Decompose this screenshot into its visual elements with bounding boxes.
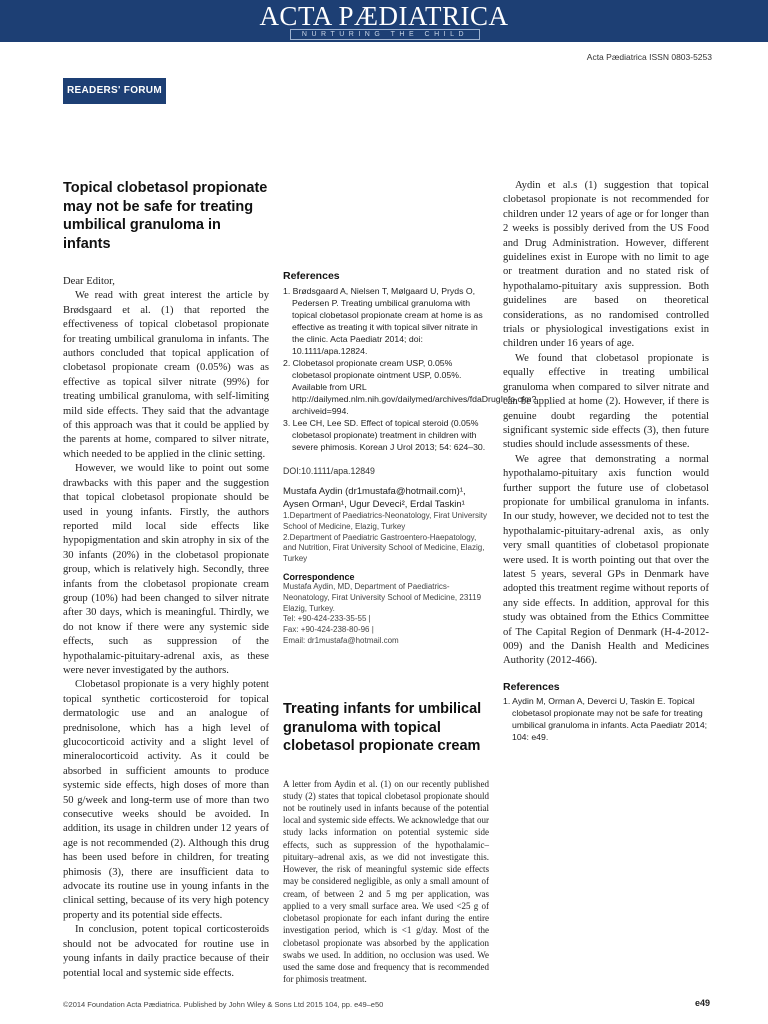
correspondence-line: Mustafa Aydin, MD, Department of Paediatrics-Neonatology, Firat University School of Medicine, 23119 Elazig, Turkey. xyxy=(283,581,482,613)
letter2-references xyxy=(503,695,709,743)
journal-masthead xyxy=(0,0,768,42)
letter2-paragraph: We found that clobetasol propionate is equally effective in treating umbilical granuloma when compared to silver nitrate and can be applied at home (2). However, if there is genuine doubt regarding the potential significant systemic side effects (3), then future studies should include assessments of these. xyxy=(503,352,709,451)
journal-tagline: NURTURING THE CHILD xyxy=(290,29,480,40)
doi: DOI:10.1111/apa.12849 xyxy=(283,466,375,476)
letter2-paragraph: Aydin et al.s (1) suggestion that topical clobetasol propionate is not recommended for children under 12 years of age or for longer than 2 weeks is possibly derived from the US Food and Drug Administration. However, different guidelines exist in Europe with no limit to age or treatment duration and no stated risk of hypothalamo-pituitary axis suppression. Both guidelines are based on theoretical considerations, as no randomised controlled trials or physiological investigations exist in children under 16 years of age. xyxy=(503,180,709,350)
correspondence-line: Email: dr1mustafa@hotmail.com xyxy=(283,635,399,645)
column-3 xyxy=(503,179,709,743)
column-1 xyxy=(63,179,269,981)
letter1-paragraph: We read with great interest the article by Brødsgaard et al. (1) that reported the effectiveness of topical clobetasol propionate for treating umbilical granuloma in infants. The authors concluded that topical application of clobetasol propionate cream (0.05%) was as effective as topical silver nitrate (99%) for treating umbilical granuloma, with self-limiting mild side effects. They said that the advantage of this approach was that it could be applied by the parents at home, compared to silver nitrate, which needed to be applied in the clinic setting. xyxy=(63,290,269,460)
authors: Mustafa Aydin (dr1mustafa@hotmail.com)¹, Aysen Orman¹, Ugur Deveci², Erdal Taskin¹ xyxy=(283,486,466,510)
letter2-title: Treating infants for umbilical granuloma with topical clobetasol propionate cream xyxy=(283,701,482,754)
correspondence-heading: Correspondence xyxy=(283,571,355,582)
correspondence-line: Tel: +90-424-233-35-55 | xyxy=(283,614,371,624)
letter1-paragraph: Clobetasol propionate is a very highly potent topical synthetic corticosteroid for topical dermatologic use and an analogue of prednisolone, which has a high level of glucocorticoid activity and a slight level of mineralocorticoid activity. As it could be absorbed in sufficient amounts to produce systemic side effects, high doses of more than 50 g/week and long-term use of more than two consecutive weeks should be avoided. In addition, its usage in children under 12 years of age is not recommended (2). Although this drug has been used before in children, for treating phimosis (3), there are insufficient data to advocate its routine use in young infants in the clinical setting, because of its very high potency property and its potential side effects. xyxy=(63,679,269,921)
letter1-references-heading: References xyxy=(283,270,340,282)
letter1-body xyxy=(63,275,269,981)
column-2-upper xyxy=(283,270,537,647)
issn-line: Acta Pædiatrica ISSN 0803-5253 xyxy=(586,52,712,62)
letter1-salutation: Dear Editor, xyxy=(63,276,115,287)
affiliation: 1.Department of Paediatrics-Neonatology, Firat University School of Medicine, Elazig, Turkey xyxy=(283,511,487,531)
letter2-paragraph: A letter from Aydin et al. (1) on our recently published study (2) states that topical clobetasol propionate should not be routinely used in infants because of the potential local and systemic side effects. We acknowledge that our study lacks information on potential systemic side effects, such as suppression of the hypothalamic–pituitary–adrenal axis, as we did not investigate this. However, the risk of meaningful systemic side effects may be considered negligible, as only a small amount of cream, of between 2 and 5 mg per application, was applied to a very small surface area. We used <25 g of clobetasol propionate for each infant during the entire investigation period, which is <1 g/day. Most of the clobetasol propionate was absorbed by the application swabs we used. In addition, no occlusion was used. We used the same dose and frequency that is recommended for phimosis treatment. xyxy=(283,778,489,985)
letter1-paragraph: In conclusion, potent topical corticosteroids should not be advocated for routine use in young infants in daily practice because of their potential local and systemic side effects. xyxy=(63,924,269,979)
letter1-title: Topical clobetasol propionate may not be safe for treating umbilical granuloma in infants xyxy=(63,180,268,252)
page-number: e49 xyxy=(694,998,710,1008)
letter2-paragraph: We agree that demonstrating a normal hypothalamo-pituitary axis function would further support the future use of clobetasol propionate for umbilical granuloma in infants. In our study, however, we decided not to test the hypothalamic-pituitary-adrenal axis, as only very small quantities of clobetasol propionate were used. It is worth pointing out that over the latest 5 years, several GPs in Denmark have adopted this treatment regime without reports of any side effects. In addition, approval for this study was obtained from the Ethics Committee of The Capital Region of Denmark (H-4-2012-009) and the Danish Health and Medicines Authority (2012-466). xyxy=(503,453,709,667)
letter1-references xyxy=(283,285,537,453)
letter2-body xyxy=(283,778,489,986)
reference-item: 1. Brødsgaard A, Nielsen T, Mølgaard U, Pryds O, Pedersen P. Treating umbilical granuloma with topical clobetasol propionate cream at home is as effective as treating it with topical silver nitrate in the clinic. Acta Paediatr 2014; doi: 10.1111/apa.12824. xyxy=(283,286,483,356)
affiliation: 2.Department of Paediatric Gastroentero-Haepatology, and Nutrition, Firat University School of Medicine, Elazig, Turkey xyxy=(283,532,485,564)
reference-item: 1. Aydin M, Orman A, Deverci U, Taskin E. Topical clobetasol propionate may not be safe for treating umbilical granuloma in infants. Acta Paediatr 2014; 104: e49. xyxy=(503,695,708,742)
letter2-references-heading: References xyxy=(503,680,560,693)
reference-item: 3. Lee CH, Lee SD. Effect of topical steroid (0.05% clobetasol propionate) treatment in children with severe phimosis. Korean J Urol 2013; 54: 624–30. xyxy=(283,418,486,452)
journal-title: ACTA PÆDIATRICA xyxy=(259,1,509,31)
footer-copyright: ©2014 Foundation Acta Pædiatrica. Published by John Wiley & Sons Ltd 2015 104, pp. e49–e50 xyxy=(63,1000,384,1009)
reference-item: 2. Clobetasol propionate cream USP, 0.05% clobetasol propionate ointment USP, 0.05%. Available from URL http://dailymed.nlm.nih.gov/dailymed/archives/fdaDrugInfo.cfm?archiveid=994. xyxy=(283,358,537,416)
column-2-lower xyxy=(283,700,489,985)
letter2-body-continued xyxy=(503,179,709,669)
letter1-paragraph: However, we would like to point out some drawbacks with this paper and the suggestion that topical clobetasol propionate should be used in young infants. Firstly, the authors reported mild local side effects like hypopigmentation and skin atrophy in six of the 30 infants (20%) in the clobetasol propionate group, which is relatively high. Secondly, three infants from the clobetasol propionate cream group (10%) had been changed to silver nitrate after 30 days, which is meaningful. Thirdly, we do not know if there were any systemic side effects, such as suppression of the hypothalamic-pituitary-adrenal axis, as these were never investigated by the authors. xyxy=(63,463,269,676)
correspondence-line: Fax: +90-424-238-80-96 | xyxy=(283,625,374,635)
section-badge: READERS' FORUM xyxy=(63,78,166,104)
